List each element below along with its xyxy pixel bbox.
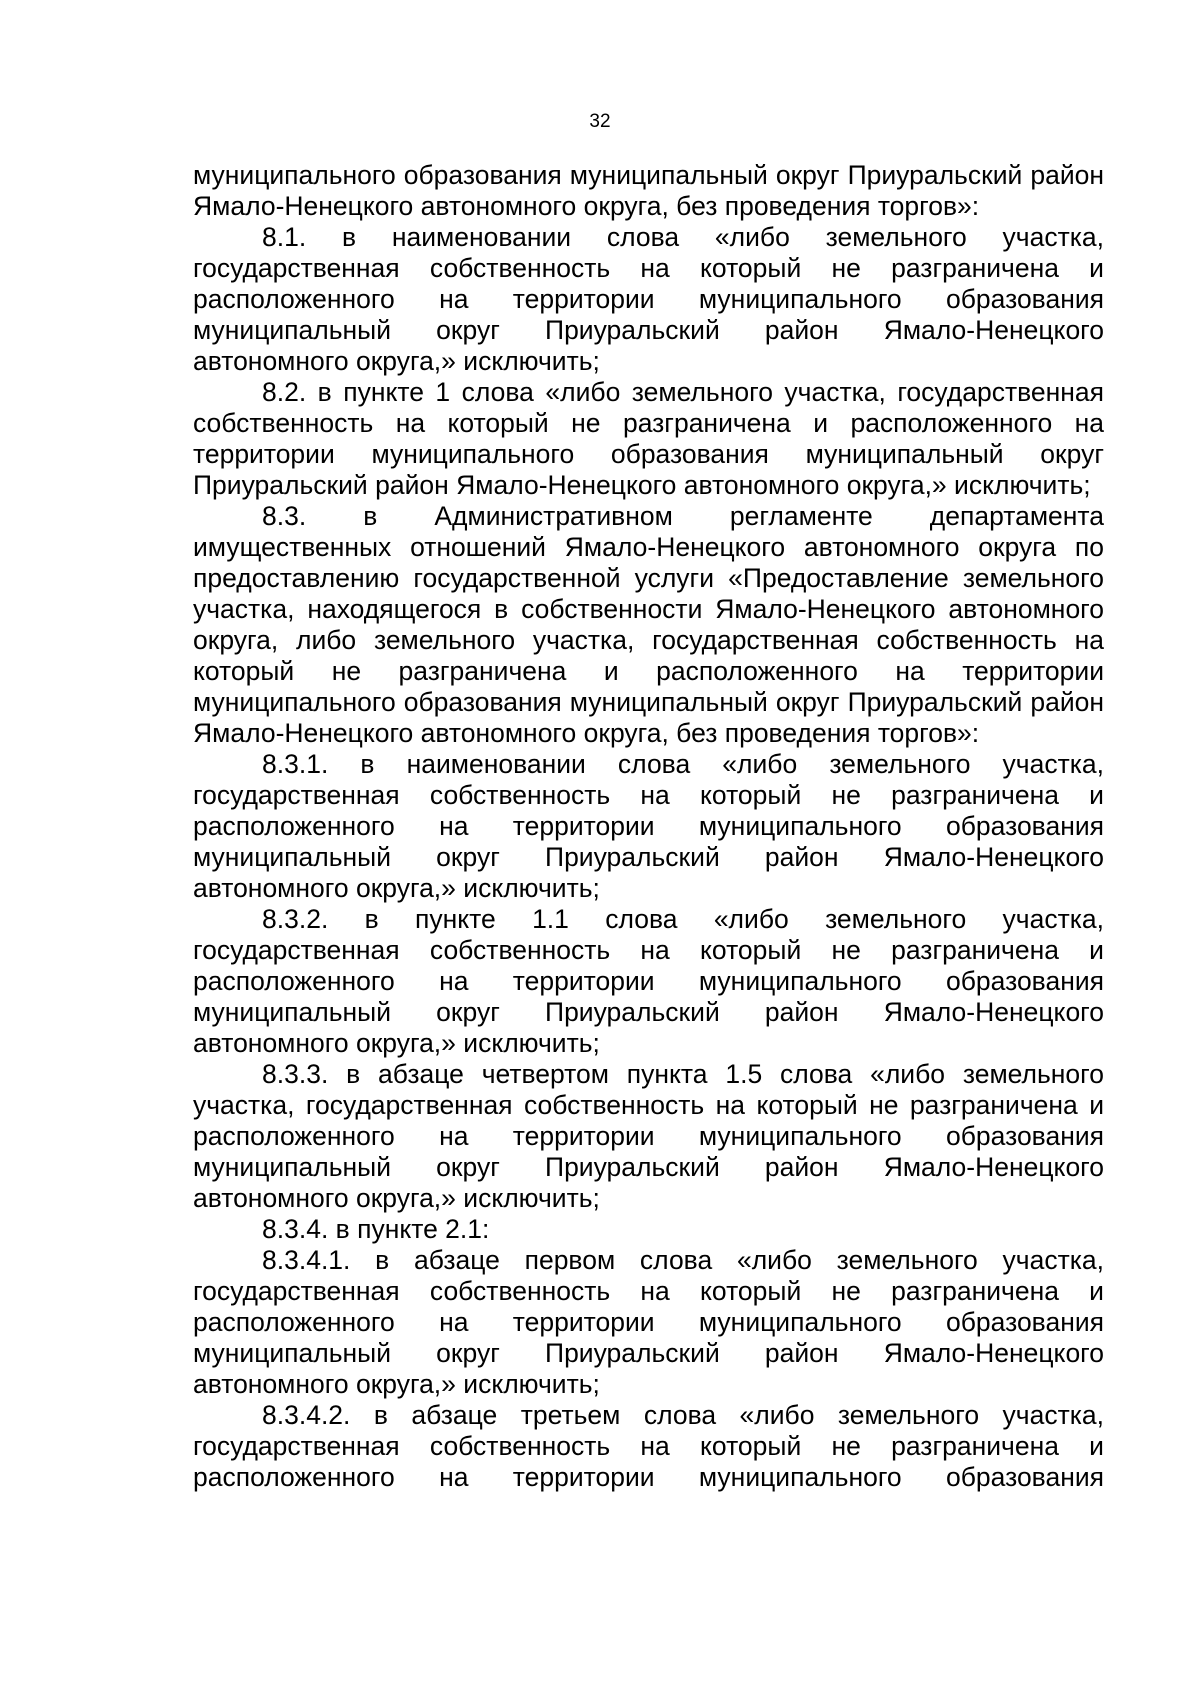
paragraph-8-3-4-2: 8.3.4.2. в абзаце третьем слова «либо земельного участка, государственная собственность на который не разграничена и расположенного на территории муниципального образования [193,1400,1104,1492]
paragraph-8-3-4-1: 8.3.4.1. в абзаце первом слова «либо земельного участка, государственная собственность на который не разграничена и расположенного на территории муниципального образования муниципальный округ Приуральский район Ямало-Ненецкого автономного округа,» исключить; [193,1245,1104,1399]
paragraph-8-3: 8.3. в Административном регламенте департамента имущественных отношений Ямало-Ненецкого автономного округа по предоставлению государственной услуги «Предоставление земельного участка, находящегося в собственности Ямало-Ненецкого автономного округа, либо земельного участка, государственная собственность на который не разграничена и расположенного на территории муниципального образования муниципальный округ Приуральский район Ямало-Ненецкого автономного округа, без проведения торгов»: [193,501,1104,748]
paragraph-8-1: 8.1. в наименовании слова «либо земельного участка, государственная собственность на который не разграничена и расположенного на территории муниципального образования муниципальный округ Приуральский район Ямало-Ненецкого автономного округа,» исключить; [193,222,1104,376]
document-body [193,160,1104,1493]
paragraph-8-3-2: 8.3.2. в пункте 1.1 слова «либо земельного участка, государственная собственность на который не разграничена и расположенного на территории муниципального образования муниципальный округ Приуральский район Ямало-Ненецкого автономного округа,» исключить; [193,904,1104,1058]
paragraph-8-3-4: 8.3.4. в пункте 2.1: [262,1214,490,1244]
page-number: 32 [589,111,611,132]
paragraph-8-2: 8.2. в пункте 1 слова «либо земельного участка, государственная собственность на который не разграничена и расположенного на территории муниципального образования муниципальный округ Приуральский район Ямало-Ненецкого автономного округа,» исключить; [193,377,1104,500]
paragraph-continuation: муниципального образования муниципальный округ Приуральский район Ямало-Ненецкого автономного округа, без проведения торгов»: [193,160,1104,221]
paragraph-8-3-1: 8.3.1. в наименовании слова «либо земельного участка, государственная собственность на который не разграничена и расположенного на территории муниципального образования муниципальный округ Приуральский район Ямало-Ненецкого автономного округа,» исключить; [193,749,1104,903]
paragraph-8-3-3: 8.3.3. в абзаце четвертом пункта 1.5 слова «либо земельного участка, государственная собственность на который не разграничена и расположенного на территории муниципального образования муниципальный округ Приуральский район Ямало-Ненецкого автономного округа,» исключить; [193,1059,1104,1213]
